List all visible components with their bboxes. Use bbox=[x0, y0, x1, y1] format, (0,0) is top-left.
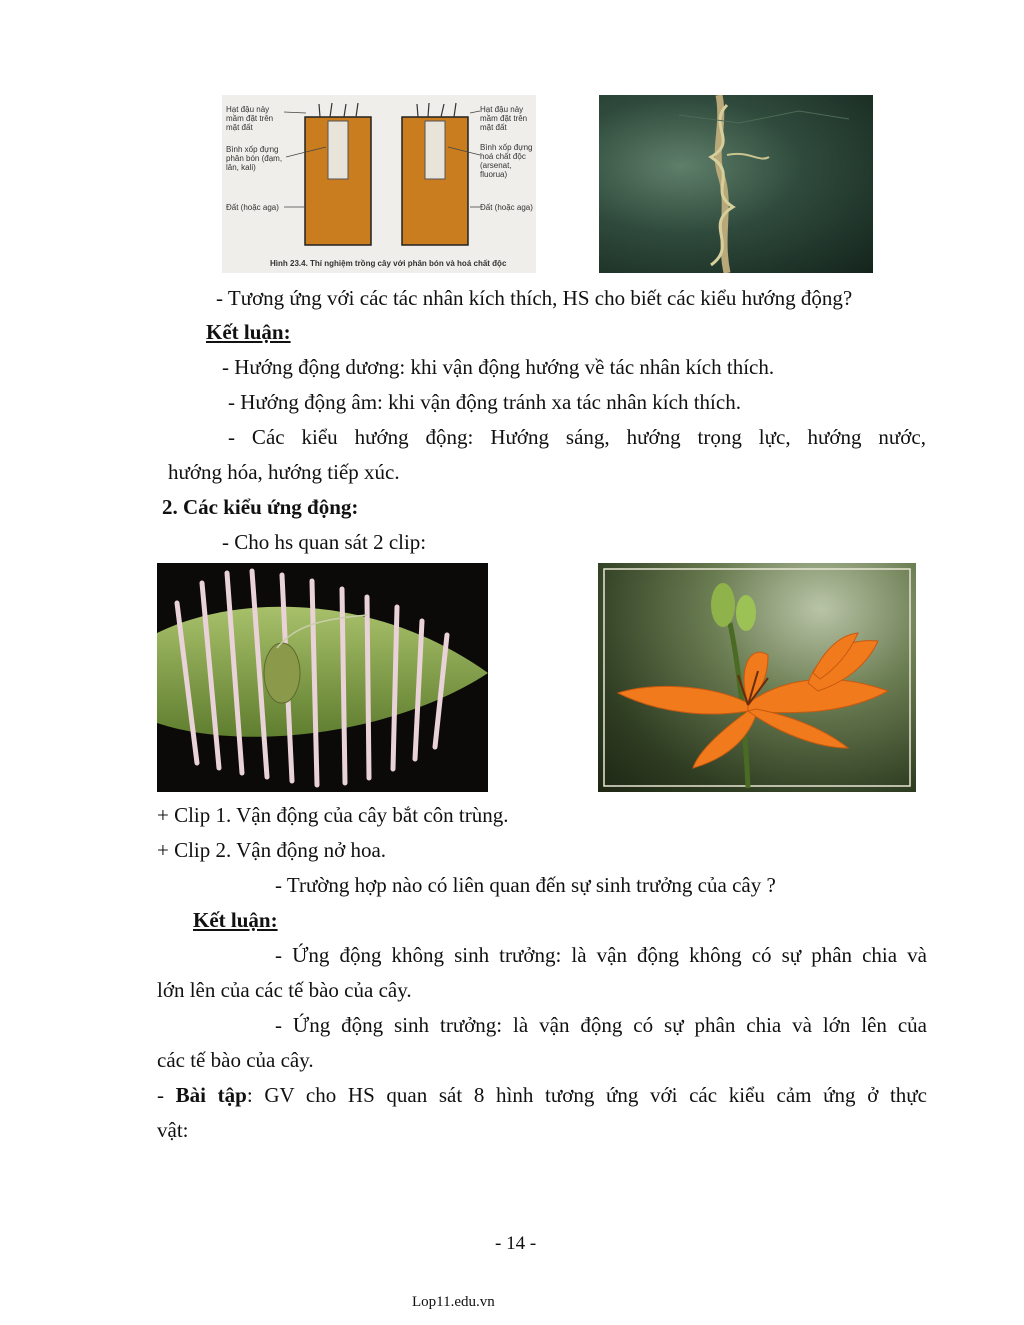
growth-nastic-line-2: các tế bào của cây. bbox=[157, 1048, 314, 1072]
vine-drawing bbox=[599, 95, 873, 273]
growth-nastic-line-1: - Ứng động sinh trưởng: là vận động có sự phân chia và lớn lên của bbox=[275, 1013, 927, 1037]
flytrap-drawing bbox=[157, 563, 488, 792]
clip-2-text: + Clip 2. Vận động nở hoa. bbox=[157, 838, 387, 862]
experiment-diagram-figure bbox=[222, 95, 536, 273]
positive-tropism-text: - Hướng động dương: khi vận động hướng về tác nhân kích thích. bbox=[222, 355, 775, 379]
lily-drawing bbox=[598, 563, 916, 792]
right-label-seeds: Hạt đậu nảy mầm đặt trên mặt đất bbox=[480, 105, 528, 132]
section-2-intro: - Cho hs quan sát 2 clip: bbox=[222, 530, 427, 554]
section-2-title: 2. Các kiểu ứng động: bbox=[162, 495, 359, 519]
tropism-types-line-2: hướng hóa, hướng tiếp xúc. bbox=[168, 460, 400, 484]
right-label-toxin: Bình xốp đựng hoá chất độc (arsenat, fluorua) bbox=[480, 143, 533, 179]
right-label-soil: Đất (hoặc aga) bbox=[480, 203, 533, 212]
twining-vine-photo bbox=[599, 95, 873, 273]
negative-tropism-text: - Hướng động âm: khi vận động tránh xa tác nhân kích thích. bbox=[228, 390, 741, 414]
conclusion-1-title: Kết luận: bbox=[206, 320, 291, 344]
exercise-line-1 bbox=[157, 1081, 927, 1109]
left-label-seeds: Hạt đậu nảy mầm đặt trên mặt đất bbox=[226, 105, 274, 132]
conclusion-2-title: Kết luận: bbox=[193, 908, 278, 932]
footer-site: Lop11.edu.vn bbox=[412, 1294, 495, 1310]
exercise-text: : GV cho HS quan sát 8 hình tương ứng với các kiểu cảm ứng ở thực bbox=[246, 1083, 927, 1107]
blooming-lily-photo bbox=[598, 563, 916, 792]
tropism-types-line-1: - Các kiểu hướng động: Hướng sáng, hướng trọng lực, hướng nước, bbox=[228, 425, 926, 449]
non-growth-nastic-line-2: lớn lên của các tế bào của cây. bbox=[157, 978, 412, 1002]
non-growth-nastic-line-1: - Ứng động không sinh trưởng: là vận động không có sự phân chia và bbox=[275, 943, 927, 967]
page-number: - 14 - bbox=[495, 1233, 537, 1254]
left-label-fertilizer: Bình xốp đựng phân bón (đạm, lân, kali) bbox=[226, 145, 283, 172]
exercise-label: Bài tập bbox=[175, 1083, 247, 1107]
clip-1-text: + Clip 1. Vận động của cây bắt côn trùng. bbox=[157, 803, 509, 827]
growth-question: - Trường hợp nào có liên quan đến sự sinh trưởng của cây ? bbox=[275, 873, 776, 897]
left-label-soil: Đất (hoặc aga) bbox=[226, 203, 279, 212]
exercise-prefix: - bbox=[157, 1083, 176, 1107]
venus-flytrap-photo bbox=[157, 563, 488, 792]
exercise-line-2: vật: bbox=[157, 1118, 189, 1142]
question-tropism-types: - Tương ứng với các tác nhân kích thích, HS cho biết các kiểu hướng động? bbox=[216, 286, 853, 310]
diagram-caption: Hình 23.4. Thí nghiệm trồng cây với phân bón và hoá chất độc bbox=[270, 259, 507, 268]
